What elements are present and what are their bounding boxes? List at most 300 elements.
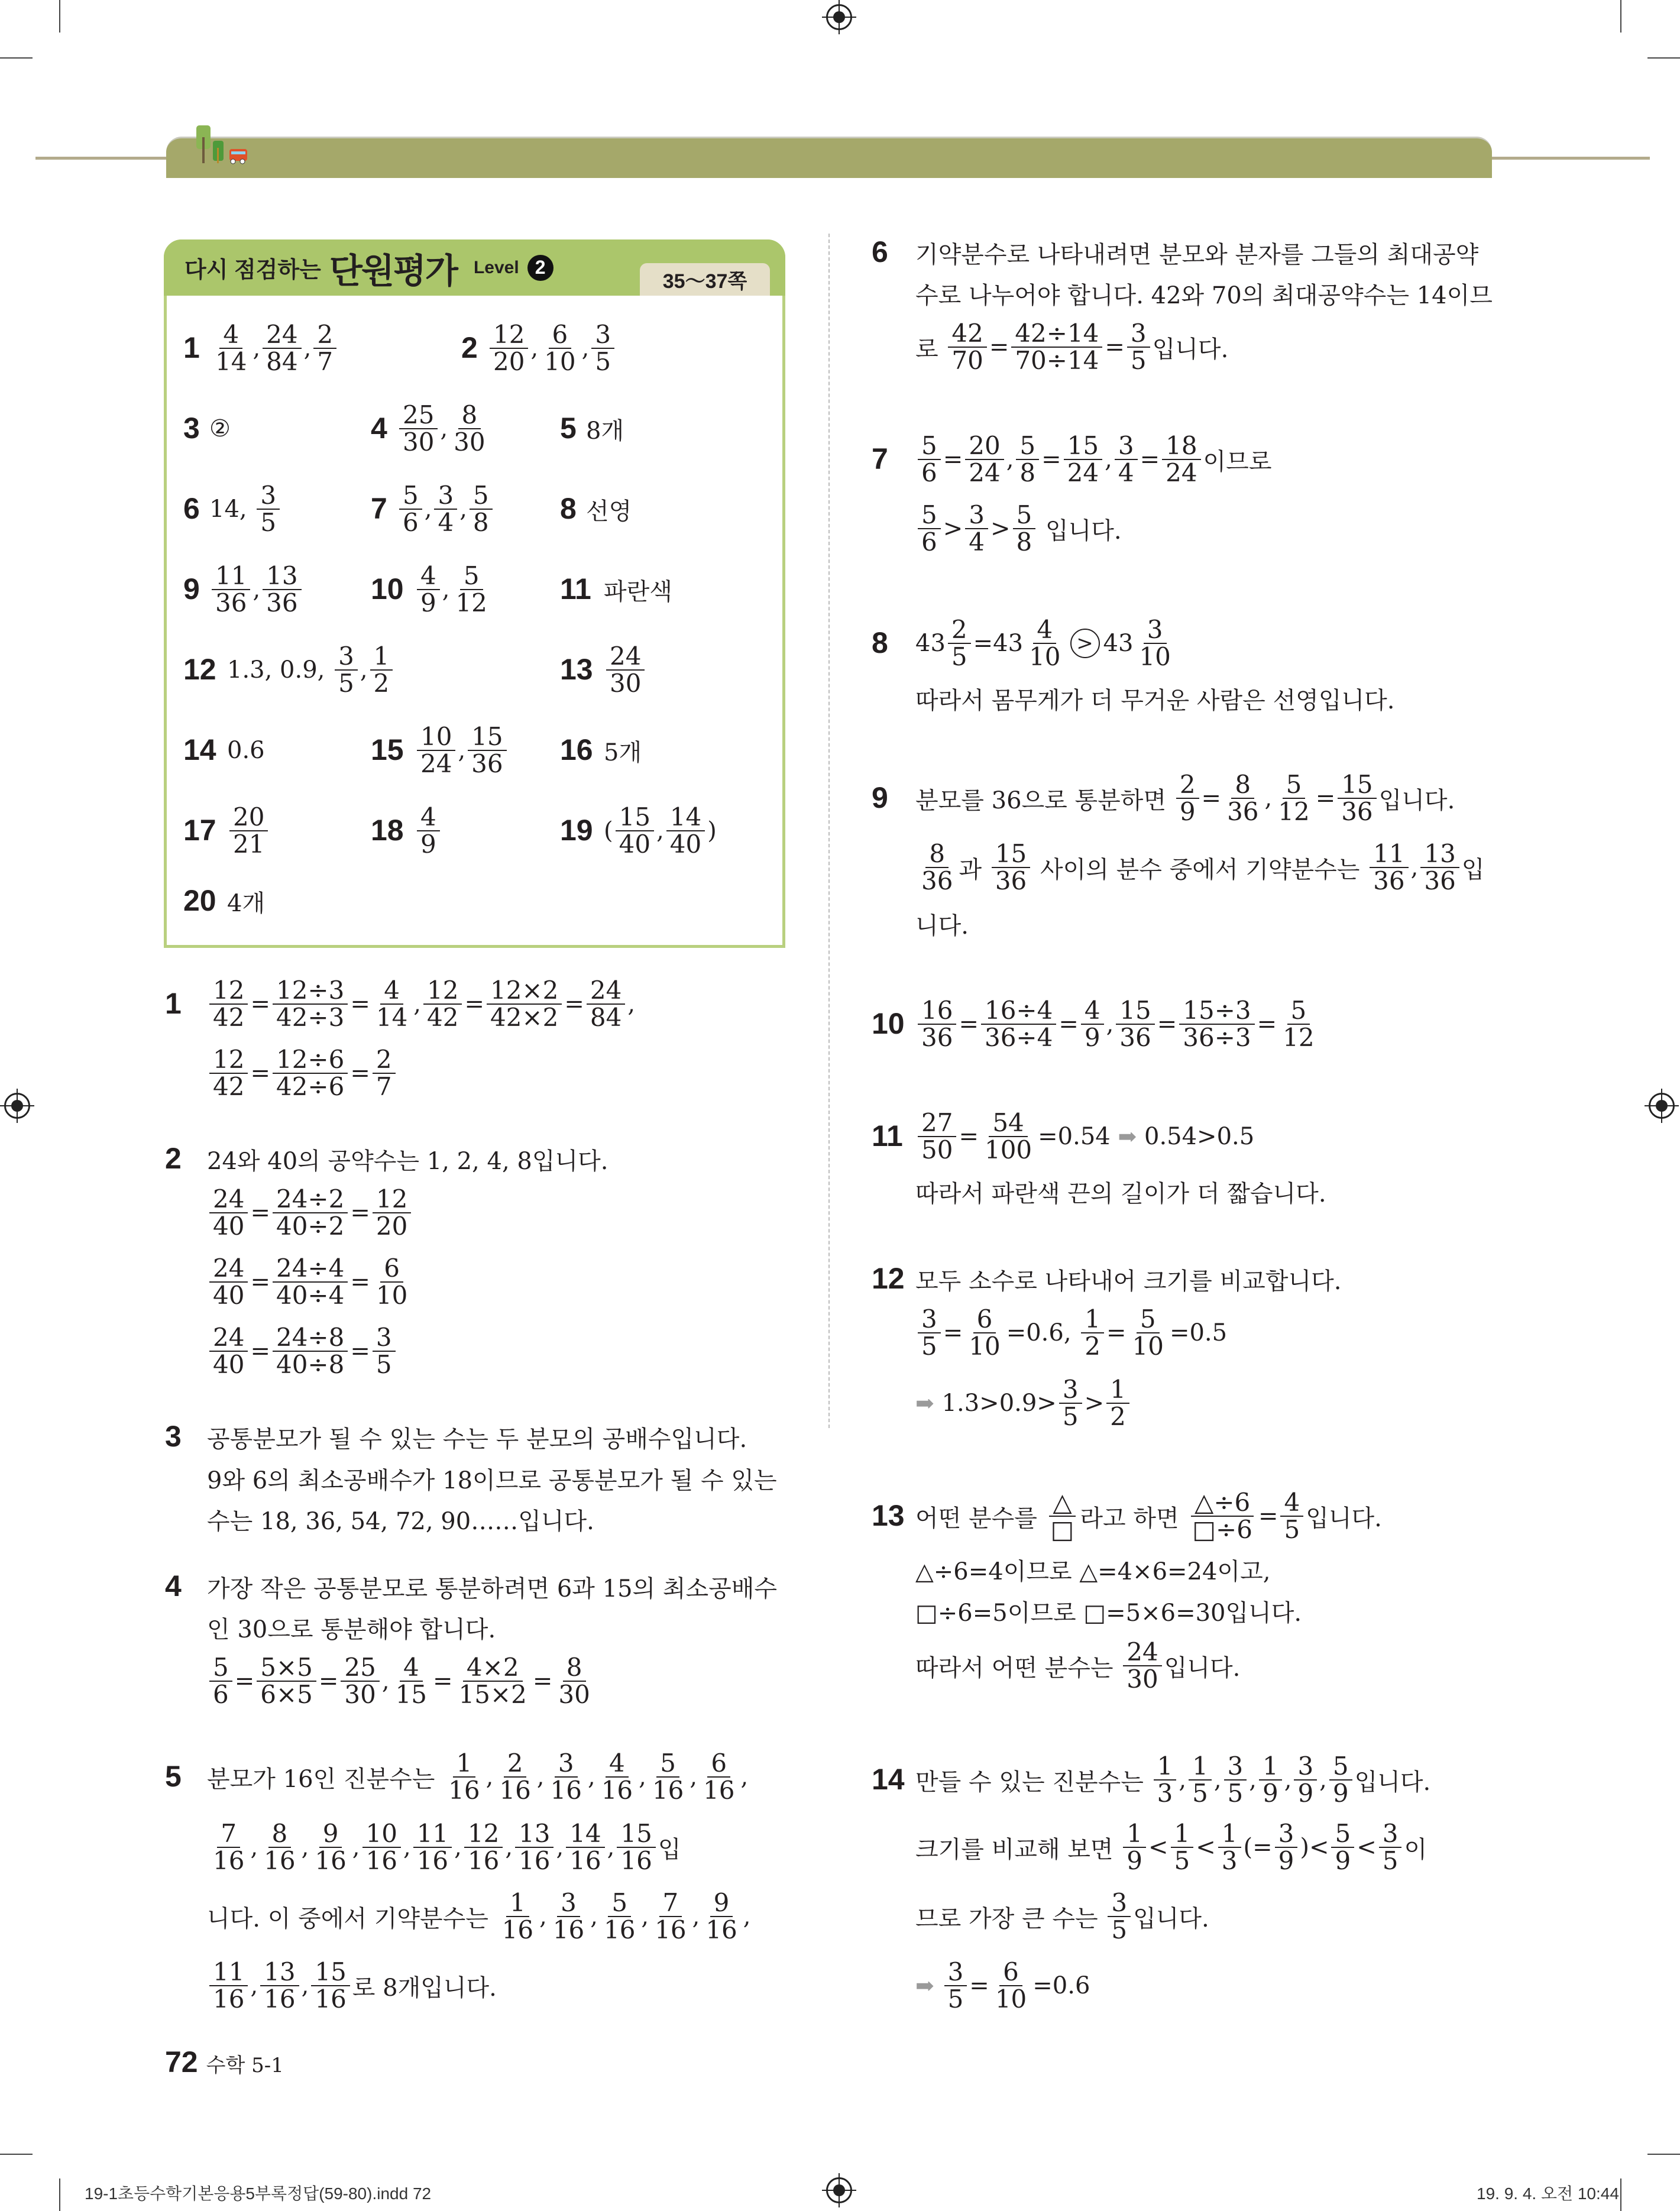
numerator: 42÷14 (1011, 321, 1102, 348)
numerator: 3 (335, 643, 358, 671)
text: 1.3, 0.9, (227, 656, 333, 684)
crop-mark (1620, 2178, 1621, 2211)
fraction (370, 643, 393, 697)
fraction (490, 319, 528, 376)
fraction (992, 1959, 1030, 2012)
numerator: 5 (470, 483, 493, 510)
fraction (1329, 1753, 1352, 1807)
denominator: 84 (590, 1003, 622, 1032)
numerator: 6 (973, 1306, 996, 1333)
fraction (1081, 995, 1104, 1052)
numerator: 12÷3 (273, 977, 348, 1005)
arrow-icon: ➡ (1118, 1124, 1137, 1150)
fraction (948, 614, 971, 671)
numerator: 5×5 (257, 1655, 316, 1682)
denominator: 5 (947, 1985, 964, 2013)
title-prefix: 다시 점검하는 (184, 258, 321, 283)
denominator: 5 (1130, 346, 1147, 375)
text: =43 (973, 630, 1024, 657)
numerator: 15 (1064, 433, 1102, 460)
numerator: 3 (555, 1750, 578, 1778)
denominator: 30 (454, 428, 485, 457)
text (934, 1972, 942, 1999)
denominator: 30 (558, 1680, 590, 1709)
crop-mark (59, 2178, 60, 2211)
denominator: 16 (499, 1776, 531, 1805)
text: = (943, 446, 963, 473)
fraction (1338, 769, 1376, 826)
text: , (1284, 1766, 1292, 1794)
line (586, 393, 624, 464)
text: 사이의 분수 중에서 기약분수는 (1032, 856, 1368, 883)
text: 5개 (604, 739, 642, 766)
fraction (617, 1818, 655, 1875)
numerator: 25 (341, 1655, 379, 1682)
numerator: 15 (617, 1821, 655, 1848)
fraction (362, 1818, 401, 1875)
registration-mark-icon (826, 2177, 852, 2203)
fraction (1176, 769, 1199, 826)
text: , (1179, 1766, 1187, 1794)
text: = (1257, 1011, 1277, 1038)
text: = (1059, 1011, 1079, 1038)
numerator: 24 (606, 643, 645, 671)
denominator: 24 (1067, 458, 1099, 487)
numerator: 25 (399, 402, 438, 429)
fraction (417, 721, 455, 778)
text: , (442, 576, 450, 603)
denominator: 14 (376, 1003, 408, 1032)
text: < (1148, 1834, 1168, 1861)
fraction (434, 480, 457, 537)
fraction (1179, 995, 1254, 1052)
numerator: 3 (918, 1306, 941, 1333)
line (207, 1247, 413, 1317)
line (207, 969, 635, 1040)
denominator: 9 (420, 830, 436, 859)
numerator: 24 (587, 977, 625, 1005)
denominator: 3 (1157, 1779, 1173, 1808)
numerator: 4×2 (463, 1655, 523, 1682)
text: )< (1300, 1834, 1329, 1861)
denominator: 16 (652, 1776, 684, 1805)
numerator: 3 (557, 1890, 580, 1917)
denominator: 14 (215, 347, 247, 376)
numerator: 2 (373, 1047, 396, 1074)
line (227, 715, 265, 786)
text: , (303, 335, 312, 362)
text: 0.6 (227, 737, 265, 764)
numerator: 5 (918, 502, 941, 529)
fraction (413, 1818, 452, 1875)
problem-number: 6 (183, 492, 200, 525)
numerator: 12 (209, 1047, 248, 1074)
line (915, 1812, 1427, 1883)
problem-number: 12 (872, 1262, 905, 1295)
text: , (250, 1972, 258, 1999)
text: , (458, 737, 466, 764)
line (209, 313, 339, 384)
line (915, 1156, 1326, 1227)
denominator: 36÷4 (984, 1023, 1053, 1052)
text: = (350, 990, 370, 1018)
fraction (600, 1890, 639, 1943)
fraction (918, 841, 956, 894)
header-band (166, 137, 1492, 178)
text: (= (1243, 1834, 1273, 1861)
text: , (381, 1668, 390, 1695)
text: , (459, 496, 467, 523)
fraction (373, 1322, 396, 1379)
line (915, 424, 1271, 495)
numerator: 5 (1137, 1306, 1160, 1333)
text: = (250, 1199, 270, 1226)
numerator: 4 (1081, 998, 1104, 1025)
denominator: 100 (984, 1135, 1032, 1164)
line (915, 312, 1228, 383)
numerator: 12 (423, 977, 462, 1005)
numerator: 15 (1338, 772, 1376, 799)
denominator: □÷6 (1192, 1515, 1252, 1544)
text: , (530, 335, 539, 362)
numerator: 8 (458, 402, 481, 429)
denominator: 16 (603, 1915, 636, 1944)
line (207, 1646, 596, 1717)
denominator: 5 (951, 642, 967, 671)
fraction (423, 977, 462, 1031)
fraction (1127, 318, 1150, 375)
text: , (505, 1834, 513, 1861)
text: 수로 나누어야 합니다. 42와 70의 최대공약수는 14이므 (915, 281, 1493, 309)
text: 어떤 분수를 (915, 1504, 1045, 1532)
crop-mark (1647, 57, 1680, 59)
fraction (1171, 1818, 1194, 1875)
fraction (1224, 1753, 1247, 1807)
numerator: 4 (417, 563, 440, 590)
fraction (209, 1818, 248, 1875)
denominator: 40 (213, 1350, 245, 1379)
denominator: 9 (1084, 1023, 1100, 1052)
problem-number: 3 (183, 412, 200, 445)
numerator: 1 (1189, 1753, 1212, 1781)
text: = (943, 1319, 963, 1346)
numerator: 4 (400, 1655, 423, 1682)
text: , (536, 1763, 545, 1791)
fraction (209, 1186, 248, 1239)
numerator: 16 (918, 998, 956, 1025)
text: = (1258, 1503, 1278, 1530)
fraction (470, 480, 493, 537)
fraction (209, 1652, 232, 1709)
text: , (740, 1763, 749, 1791)
text: 입 (658, 1836, 681, 1863)
text: 분모를 36으로 통분하면 (915, 786, 1174, 814)
numerator: 16÷4 (981, 998, 1056, 1025)
fraction (1081, 1306, 1104, 1359)
denominator: 9 (420, 588, 436, 617)
line (227, 635, 395, 705)
numerator: 10 (362, 1821, 401, 1848)
numerator: 1 (1154, 1753, 1177, 1781)
text: , (352, 1834, 360, 1861)
denominator: 16 (569, 1846, 601, 1875)
registration-mark-icon (4, 1093, 30, 1119)
fraction (981, 995, 1056, 1052)
denominator: 9 (1127, 1846, 1142, 1875)
line (209, 554, 304, 625)
fraction (547, 1750, 585, 1804)
text: > (943, 515, 963, 542)
text: , (413, 990, 422, 1018)
text: , (743, 1903, 751, 1930)
text: 선영 (586, 497, 632, 525)
line (915, 493, 1122, 564)
fraction (651, 1890, 690, 1943)
column-divider (828, 234, 830, 1428)
numerator: 18 (1162, 433, 1200, 460)
denominator: 36 (921, 1023, 953, 1052)
text: = (1201, 785, 1222, 812)
problem-number: 11 (872, 1119, 903, 1153)
fraction (1013, 502, 1036, 555)
problem-number: 6 (872, 235, 888, 268)
numerator: 1 (1106, 1377, 1129, 1404)
numerator: 3 (1115, 433, 1138, 460)
numerator: 1 (1218, 1821, 1241, 1848)
fraction (229, 804, 268, 857)
text: =0.54 (1038, 1123, 1118, 1150)
denominator: 5 (1062, 1402, 1079, 1431)
numerator: 1 (453, 1750, 476, 1778)
numerator: 5 (209, 1655, 232, 1682)
fraction (445, 1750, 483, 1804)
denominator: 40 (213, 1281, 245, 1310)
numerator: 1 (1259, 1753, 1282, 1781)
line (207, 1741, 748, 1812)
text: , (656, 817, 664, 844)
line (915, 763, 1455, 834)
numerator: 13 (1420, 841, 1459, 868)
page-footer (165, 2045, 284, 2079)
line (604, 554, 672, 625)
denominator: □ (1050, 1515, 1074, 1544)
crop-mark (0, 2154, 33, 2155)
text: , (424, 496, 432, 523)
text: 크기를 비교해 보면 (915, 1836, 1121, 1863)
text: 입 (1461, 856, 1485, 883)
problem-number: 10 (872, 1007, 905, 1040)
fraction (209, 1322, 248, 1379)
numerator: 4 (606, 1750, 629, 1778)
numerator: 2 (313, 322, 336, 349)
fraction (1016, 430, 1039, 487)
line (207, 1316, 398, 1387)
fraction (273, 1044, 348, 1101)
numerator: 5 (460, 563, 483, 590)
problem-number: 1 (165, 987, 182, 1020)
line (915, 1950, 1090, 2021)
fraction (373, 1255, 411, 1309)
text: , (403, 1834, 411, 1861)
text: 입니다. (1133, 1905, 1209, 1932)
fraction (1064, 430, 1102, 487)
text: 로 8개입니다. (352, 1974, 497, 2002)
numerator: 42 (948, 321, 986, 348)
denominator: 10 (1132, 1332, 1164, 1361)
denominator: 8 (472, 508, 489, 537)
numerator: 12 (209, 977, 248, 1005)
fraction (918, 430, 941, 487)
numerator: 20 (965, 433, 1004, 460)
numerator: 24 (209, 1186, 248, 1213)
numerator: 9 (319, 1821, 342, 1848)
text: □÷6=5이므로 □=5×6=30입니다. (915, 1599, 1302, 1627)
fraction (965, 1306, 1004, 1359)
fraction (606, 643, 645, 697)
fraction (1218, 1818, 1241, 1875)
denominator: 7 (317, 347, 334, 376)
numerator: 3 (965, 502, 988, 529)
registration-mark-icon (1649, 1093, 1675, 1119)
problem-number: 15 (371, 733, 404, 766)
fraction (1162, 430, 1200, 487)
line (604, 635, 647, 705)
numerator: 15÷3 (1179, 998, 1254, 1025)
numerator: 3 (591, 322, 614, 349)
text: , (539, 1903, 547, 1930)
fraction (1331, 1818, 1354, 1875)
numerator: 12×2 (487, 977, 562, 1005)
page-number: 72 (165, 2045, 198, 2079)
denominator: 6 (213, 1680, 229, 1709)
denominator: 40÷4 (276, 1281, 345, 1310)
text: 입니다. (1378, 786, 1455, 814)
text: , (627, 990, 636, 1018)
denominator: 42 (427, 1003, 459, 1032)
denominator: 10 (1139, 642, 1171, 671)
denominator: 9 (1179, 797, 1196, 826)
text: , (360, 656, 368, 684)
fraction (992, 841, 1030, 894)
denominator: 16 (705, 1915, 737, 1944)
denominator: 36 (1341, 797, 1373, 826)
text: , (253, 576, 261, 603)
numerator: 13 (515, 1821, 553, 1848)
fraction (417, 563, 440, 616)
denominator: 10 (1029, 642, 1061, 671)
denominator: 16 (703, 1776, 735, 1805)
text: 입니다. (1306, 1504, 1382, 1532)
denominator: 16 (416, 1846, 449, 1875)
numerator: 1 (1171, 1821, 1194, 1848)
text: = (250, 1060, 270, 1087)
fraction (373, 1186, 411, 1239)
numerator: 5 (918, 433, 941, 460)
line (915, 989, 1320, 1060)
denominator: 42÷6 (276, 1072, 345, 1101)
denominator: 12 (1278, 797, 1310, 826)
text: , (440, 415, 448, 442)
fraction (1116, 995, 1154, 1052)
fraction (209, 1959, 248, 2012)
numerator: 4 (1280, 1490, 1303, 1517)
denominator: 2 (373, 669, 390, 698)
text: = (1315, 785, 1336, 812)
numerator: 6 (380, 1255, 403, 1283)
fraction (335, 643, 358, 697)
denominator: 10 (969, 1332, 1001, 1361)
text: = (969, 1972, 989, 1999)
problem-number: 12 (183, 653, 216, 686)
denominator: 42 (213, 1072, 245, 1101)
fraction (1115, 430, 1138, 487)
fraction (1135, 614, 1174, 671)
fraction (311, 1818, 349, 1875)
text: , (454, 1834, 462, 1861)
numerator: 7 (217, 1821, 240, 1848)
problem-number: 9 (872, 781, 888, 814)
text: , (607, 1834, 615, 1861)
text: 모두 소수로 나타내어 크기를 비교합니다. (915, 1267, 1342, 1295)
numerator: 3 (373, 1325, 396, 1352)
denominator: 10 (544, 347, 576, 376)
line (415, 795, 442, 866)
numerator: 6 (549, 322, 572, 349)
fraction (1108, 1890, 1131, 1943)
text: 0.54>0.5 (1137, 1123, 1255, 1150)
line (915, 1297, 1227, 1368)
fraction (616, 804, 654, 857)
fraction (499, 1890, 537, 1943)
numerator: 1 (1123, 1821, 1146, 1848)
fraction (455, 1652, 530, 1709)
fraction (373, 977, 411, 1031)
fraction (1123, 1639, 1161, 1692)
fraction (591, 319, 614, 376)
fraction (450, 402, 488, 455)
numerator: 14 (566, 1821, 604, 1848)
fraction (918, 1306, 941, 1359)
text: = (959, 1123, 979, 1150)
problem-number: 7 (371, 492, 387, 525)
problem-number: 2 (165, 1142, 182, 1175)
problem-number: 19 (560, 814, 593, 847)
text: 입니다. (1152, 335, 1229, 363)
denominator: 40÷8 (276, 1350, 345, 1379)
problem-number: 5 (560, 412, 577, 445)
denominator: 5 (1111, 1915, 1128, 1944)
problem-number: 1 (183, 331, 200, 364)
denominator: 24 (1166, 458, 1197, 487)
text: , (1319, 1766, 1327, 1794)
line (915, 1368, 1132, 1439)
denominator: 30 (403, 428, 435, 457)
numerator: 54 (989, 1110, 1027, 1137)
denominator: 40 (669, 830, 702, 859)
fraction (373, 1044, 396, 1101)
crop-mark (1647, 2154, 1680, 2155)
numerator: 5 (399, 483, 422, 510)
circled-comparison: > (1070, 629, 1100, 658)
text: 입니다. (1354, 1768, 1431, 1796)
fraction (311, 1959, 349, 2012)
denominator: 24 (969, 458, 1001, 487)
problem-number: 10 (371, 572, 404, 606)
fraction (700, 1750, 738, 1804)
numerator: 8 (925, 841, 949, 868)
text: = (989, 334, 1009, 361)
text: = (234, 1668, 255, 1695)
